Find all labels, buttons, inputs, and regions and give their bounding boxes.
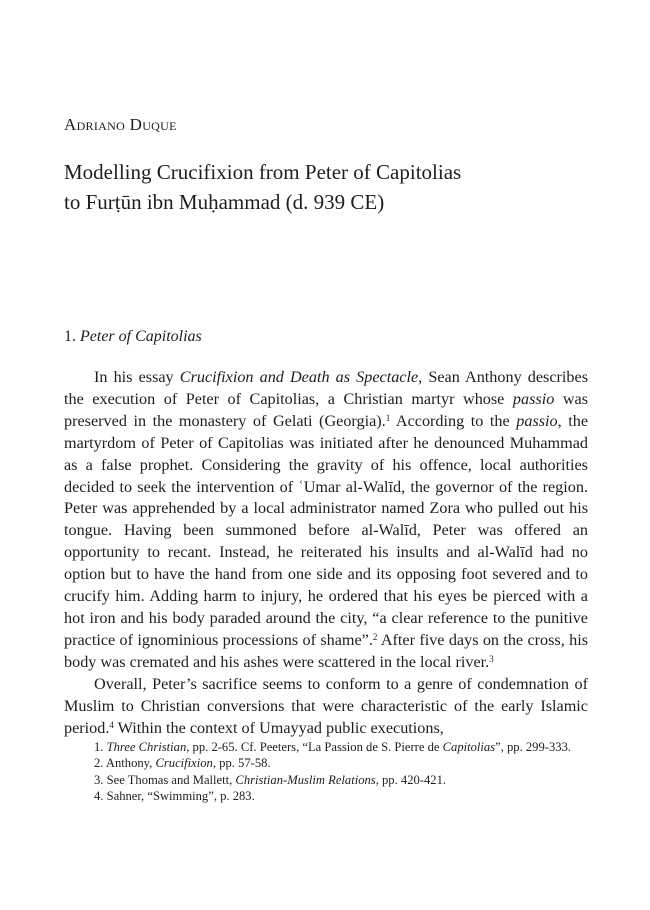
- paragraph-2: [64, 674, 588, 740]
- fn3-text-c: pp. 420-421.: [378, 772, 447, 787]
- fn2-text-a: 2. Anthony,: [94, 756, 156, 771]
- fn2-text-c: , pp. 57-58.: [212, 756, 271, 771]
- p1-italic-title: Crucifixion and Death as Spectacle: [179, 368, 419, 386]
- p1-text-c: , Sean Anthony describes the execution of Peter of Capitolias, a Christian martyr whose: [64, 368, 588, 408]
- body-text: [64, 367, 588, 739]
- footnote-3: [64, 772, 588, 788]
- p2-text-a: Overall, Peter’s sacrifice seems to conform to a genre of condemnation of Muslim to Christian conversions that were characteristic of the early Islamic period.: [64, 674, 588, 737]
- fn3-text-a: 3. See Thomas and Mallett,: [94, 772, 236, 787]
- footnote-4: [64, 788, 588, 804]
- fn2-italic-b: Crucifixion: [155, 756, 213, 771]
- author-last-rest: uque: [142, 115, 177, 134]
- author-last-initial: D: [129, 115, 143, 134]
- footnote-2: [64, 755, 588, 771]
- p1-text-e: was preserved in the monastery of Gelati (Georgia).: [64, 389, 588, 430]
- title-line-2: to Furṭūn ibn Muḥammad (d. 939 CE): [64, 190, 385, 214]
- footnotes: [64, 739, 588, 805]
- article-title: [64, 157, 604, 217]
- p1-text-i: , the martyrdom of Peter of Capitolias was initiated after he denounced Muhammad as a false prophet. Considering the gravity of his offence, local authorities decided to seek the intervention of ʿUmar al-Walīd, the governor of the region. Peter was apprehended by a local administrator named Zora who pulled out his tongue. Having been summoned before al-Walīd, Peter was offered an opportunity to recant. Instead, he reiterated his insults and al-Walīd had no option but to have the hand from one side and its opposing foot severed and to crucify him. Adding harm to injury, he ordered that his eyes be pierced with a hot iron and his body paraded around the city, “a clear reference to the punitive practice of ignominious processions of shame”.: [64, 411, 589, 649]
- fn1-text-c: , pp. 2-65. Cf. Peeters, “La Passion de S. Pierre de: [186, 740, 443, 754]
- section-title: Peter of Capitolias: [80, 328, 202, 345]
- p1-italic-passio: passio: [512, 389, 555, 408]
- footnote-ref-4[interactable]: 4: [109, 719, 114, 730]
- p1-italic-passio-2: passio: [516, 411, 558, 430]
- section-number: 1.: [64, 328, 76, 345]
- title-line-1: Modelling Crucifixion from Peter of Capitolias: [64, 160, 462, 184]
- footnote-1: [64, 739, 588, 755]
- author-first-rest: driano: [76, 115, 126, 134]
- fn1-text-a: 1.: [94, 740, 107, 754]
- fn1-italic-b: Three Christian: [106, 740, 187, 754]
- fn3-italic-b: Christian-Muslim Relations,: [235, 772, 379, 787]
- fn4-text-a: 4. Sahner, “Swimming”, p. 283.: [94, 789, 255, 804]
- p1-text-g: According to the: [390, 411, 517, 430]
- author-first-initial: A: [64, 115, 77, 134]
- footnote-ref-1[interactable]: 1: [385, 412, 391, 423]
- fn1-text-e: ”, pp. 299-333.: [495, 740, 572, 754]
- footnote-ref-3[interactable]: 3: [489, 653, 494, 664]
- fn1-italic-d: Capitolias: [442, 740, 496, 754]
- section-heading: [64, 328, 202, 346]
- p1-text-a: In his essay: [94, 368, 180, 386]
- footnote-ref-2[interactable]: 2: [372, 631, 378, 642]
- p2-text-c: Within the context of Umayyad public executions,: [113, 718, 444, 737]
- paragraph-1: [64, 367, 588, 674]
- p1-text-k: After five days on the cross, his body was cremated and his ashes were scattered in the local river.: [64, 630, 588, 671]
- author-name: [64, 115, 177, 135]
